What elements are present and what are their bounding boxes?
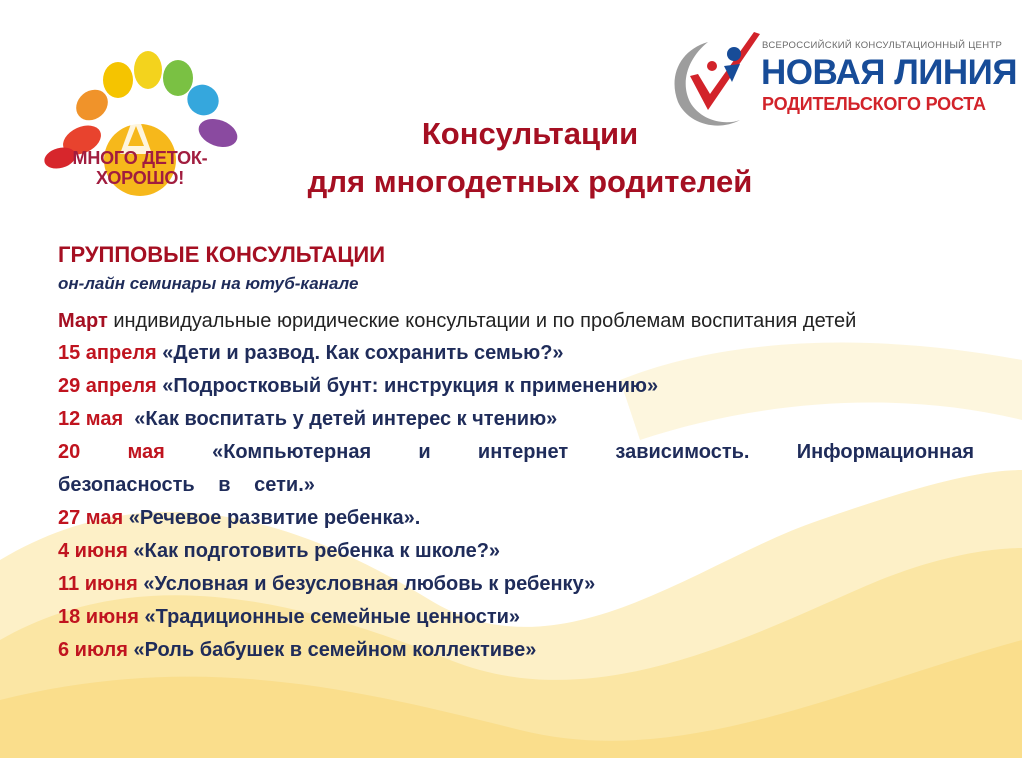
event-item xyxy=(58,568,974,601)
event-date: 27 мая xyxy=(58,507,124,529)
event-date: 18 июня xyxy=(58,606,139,628)
event-item xyxy=(58,436,974,502)
event-list xyxy=(58,337,974,667)
title-line1: Консультации xyxy=(421,116,639,151)
event-title: «Дети и развод. Как сохранить семью?» xyxy=(156,342,564,364)
event-title: «Речевое развитие ребенка». xyxy=(123,507,421,529)
event-date: 12 мая xyxy=(58,408,124,430)
event-item xyxy=(58,535,974,568)
left-logo-line1: МНОГО ДЕТОК- xyxy=(72,148,208,168)
event-date: 6 июля xyxy=(58,639,128,661)
event-date: 4 июня xyxy=(58,540,128,562)
page-title xyxy=(200,110,860,206)
event-title: «Компьютерная и интернет зависимость. Информационная безопасность в сети.» xyxy=(58,441,974,496)
event-title: «Условная и безусловная любовь к ребенку» xyxy=(137,573,596,595)
event-item xyxy=(58,337,974,370)
event-item xyxy=(58,403,974,436)
event-date: 29 апреля xyxy=(58,375,157,397)
event-item xyxy=(58,601,974,634)
section-subheading: он-лайн семинары на ютуб-канале xyxy=(58,274,359,293)
event-date: 15 апреля xyxy=(58,342,157,364)
event-item xyxy=(58,502,974,535)
title-line2: для многодетных родителей xyxy=(307,164,753,199)
event-title: «Роль бабушек в семейном коллективе» xyxy=(127,639,537,661)
event-title: «Подростковый бунт: инструкция к применению» xyxy=(156,375,659,397)
event-item xyxy=(58,370,974,403)
left-logo-line2: ХОРОШО! xyxy=(96,168,184,188)
event-item xyxy=(58,634,974,667)
intro-paragraph xyxy=(58,306,974,337)
event-date: 11 июня xyxy=(58,573,138,595)
main-content xyxy=(58,238,974,667)
event-date: 20 мая xyxy=(58,441,165,463)
intro-month: Март xyxy=(58,310,108,332)
event-title: «Как воспитать у детей интерес к чтению» xyxy=(123,408,558,430)
section-heading: ГРУППОВЫЕ КОНСУЛЬТАЦИИ xyxy=(58,242,386,267)
right-logo-main-line: НОВАЯ ЛИНИЯ xyxy=(761,53,1017,92)
intro-text: индивидуальные юридические консультации и по проблемам воспитания детей xyxy=(107,310,857,332)
event-title: «Традиционные семейные ценности» xyxy=(138,606,521,628)
event-title: «Как подготовить ребенка к школе?» xyxy=(127,540,501,562)
right-logo-top-line: ВСЕРОССИЙСКИЙ КОНСУЛЬТАЦИОННЫЙ ЦЕНТР xyxy=(762,40,1003,51)
right-logo-sub-line: РОДИТЕЛЬСКОГО РОСТА xyxy=(762,94,986,114)
